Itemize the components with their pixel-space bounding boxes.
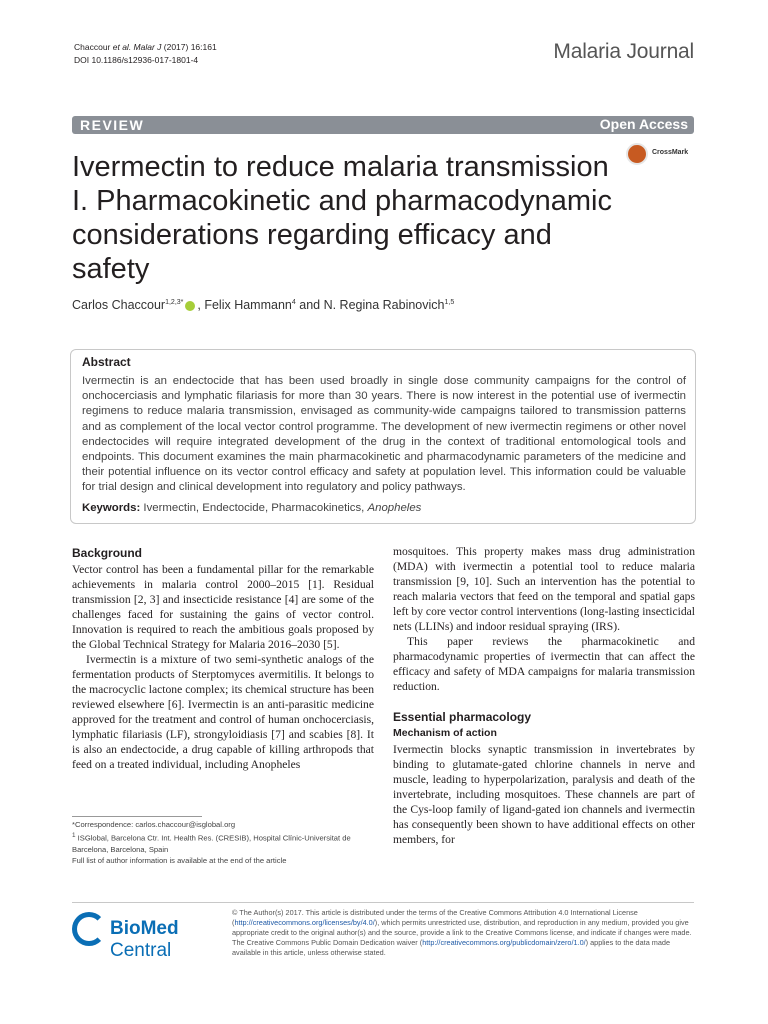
paragraph: Ivermectin is a mixture of two semi-synthetic analogs of the fermentation products of Sterptomyces avermitilis. It belongs to the macrocyclic lactone complex; its chemical structure has been reviewed elsewhere [6]. Ivermectin is an anti-parasitic medicine approved for the treatment and control of human onchocerciasis, lymphatic filariasis (LF), strongyloidiasis [7] and scabies [8]. It is also an endectocide, a drug capable of killing arthropods that feed on a treated individual, including Anopheles xyxy=(72,653,374,771)
paragraph: Ivermectin blocks synaptic transmission in invertebrates by binding to glutamate-gated chlorine channels in nerve and muscle, leading to hyperpolarization, paralysis and death of the invertebrate, including mosquitoes. These channels are part of the Cys-loop family of ligand-gated ion channels and ivermectin has consequently been shown to have additional effects on other members, for xyxy=(393,743,695,846)
license-text xyxy=(232,908,696,958)
keywords-italic: Anopheles xyxy=(367,502,422,514)
author-affil: 4 xyxy=(291,298,296,306)
abstract-heading: Abstract xyxy=(82,355,131,369)
affil-number: 1 xyxy=(72,832,76,839)
affiliation: ISGlobal, Barcelona Ctr. Int. Health Res. (CRESIB), Hospital Clínic-Universitat de Barcelona, Barcelona, Spain xyxy=(72,833,351,854)
author-name[interactable]: , Felix Hammann xyxy=(197,298,292,312)
author-name[interactable]: Carlos Chaccour xyxy=(72,298,166,312)
keywords-list: Ivermectin, Endectocide, Pharmacokinetics, xyxy=(140,502,368,514)
crossmark-icon xyxy=(626,143,648,165)
license-link[interactable]: http://creativecommons.org/publicdomain/zero/1.0/ xyxy=(422,938,586,947)
article-title: Ivermectin to reduce malaria transmission I. Pharmacokinetic and pharmacodynamic considerations regarding efficacy and safety xyxy=(72,151,612,285)
crossmark-badge[interactable] xyxy=(626,142,696,168)
body-column-right xyxy=(393,544,695,847)
section-heading: Essential pharmacology xyxy=(393,710,532,724)
author-name[interactable]: and N. Regina Rabinovich xyxy=(295,298,445,312)
license-part: © The Author(s) 2017. This article is distributed under the terms of the Creative Commons Attribution 4.0 International License ( xyxy=(232,908,638,927)
paragraph: Vector control has been a fundamental pillar for the remarkable achievements in malaria control 2000–2015 [1]. Residual transmission [2, 3] and insecticide resistance [4] are some of the challenges faced for sustaining the gains of vector control. Innovation is required to reach the ambitious goals proposed by the Global Technical Strategy for Malaria 2016–2030 [5]. xyxy=(72,563,374,651)
license-link[interactable]: http://creativecommons.org/licenses/by/4.0/ xyxy=(234,918,375,927)
license-part: ) applies to the data made available in this article, unless otherwise stated. xyxy=(232,938,671,957)
article-type-label: REVIEW xyxy=(80,117,145,133)
cite-author: Chaccour xyxy=(74,42,113,52)
keywords xyxy=(82,502,421,514)
keywords-label: Keywords: xyxy=(82,502,141,514)
footer-divider xyxy=(72,902,694,903)
author-affil: 1,5 xyxy=(444,298,455,306)
body-column-left xyxy=(72,546,374,772)
author-list xyxy=(72,298,454,312)
license-part: ), which permits unrestricted use, distribution, and reproduction in any medium, provided you give appropriate credit to the original author(s) and the source, provide a link to the Creative Commons license, and indicate if changes were made. The Creative Commons Public Domain Dedication waiver ( xyxy=(232,918,692,947)
paragraph: This paper reviews the pharmacokinetic and pharmacodynamic properties of ivermectin that can affect the efficacy and safety of MDA campaigns for malaria transmission reduction. xyxy=(393,635,695,693)
cite-etal: et al. Malar J xyxy=(112,42,162,52)
biomed-central-logo[interactable] xyxy=(72,912,222,961)
footnotes xyxy=(72,819,382,866)
cite-rest: (2017) 16:161 xyxy=(161,42,217,52)
bmc-logo-icon xyxy=(72,912,106,946)
bmc-logo-text xyxy=(110,918,222,962)
footnote-divider xyxy=(72,816,202,817)
author-affil: 1,2,3* xyxy=(165,298,184,306)
crossmark-label: CrossMark xyxy=(652,149,689,156)
subsection-heading: Mechanism of action xyxy=(393,727,497,739)
open-access-label: Open Access xyxy=(599,116,688,132)
bmc-logo-regular: Central xyxy=(110,940,172,961)
abstract-body: Ivermectin is an endectocide that has been used broadly in single dose community campaigns for the control of onchocerciasis and lymphatic filariasis for more than 30 years. There is now interest in the potential use of ivermectin regimens to reduce malaria transmission, envisaged as community-wide campaigns tailored to transmission patterns and as complement of the local vector control programme. The development of new ivermectin regimens or other novel endectocides will require integrated development of the drug in the context of traditional entomological tools and endpoints. This document examines the main pharmacokinetic and pharmacodynamic parameters of the medicine and their potential influence on its vector control efficacy and safety at population level. This information could be valuable for trial design and clinical development into regulatory and policy pathways. xyxy=(82,375,686,494)
section-heading: Background xyxy=(72,546,143,560)
paragraph: mosquitoes. This property makes mass drug administration (MDA) with ivermectin a potential tool to reduce malaria transmission [9, 10]. Such an intervention has the potential to reach malaria vectors that feed on the temporal and spatial gaps left by core vector control interventions (long-lasting insecticidal nets (LLINs) and indoor residual spraying (IRS). xyxy=(393,545,695,633)
correspondence[interactable]: *Correspondence: carlos.chaccour@isglobal.org xyxy=(72,820,236,829)
citation-header xyxy=(74,41,217,67)
orcid-icon[interactable] xyxy=(185,301,195,311)
journal-name: Malaria Journal xyxy=(553,40,694,63)
doi: DOI 10.1186/s12936-017-1801-4 xyxy=(74,55,199,65)
bmc-logo-bold: BioMed xyxy=(110,918,179,939)
author-info-note: Full list of author information is available at the end of the article xyxy=(72,855,287,865)
